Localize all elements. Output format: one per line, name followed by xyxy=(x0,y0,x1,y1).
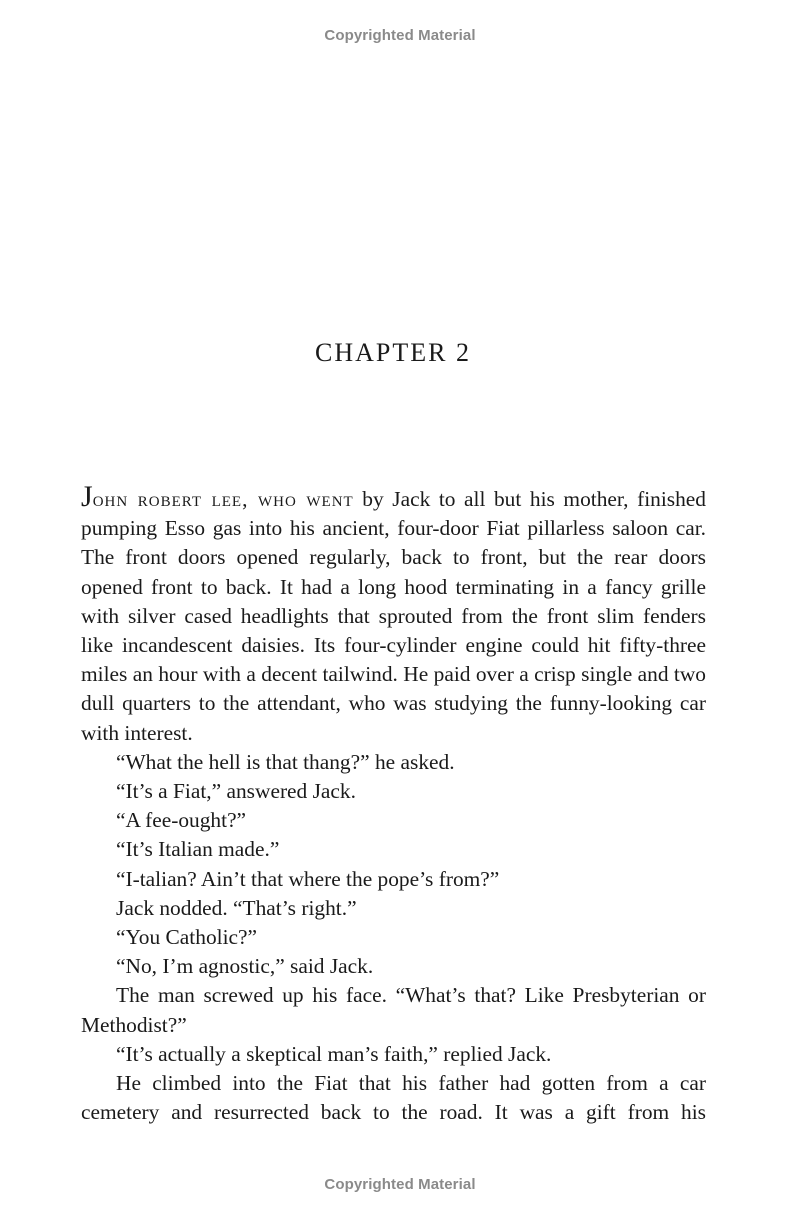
paragraph: The man screwed up his face. “What’s that? Like Presbyterian or Methodist?” xyxy=(81,983,706,1037)
drop-cap: J xyxy=(81,480,93,513)
paragraph: He climbed into the Fiat that his father had gotten from a car cemetery and resurrected back to the road. It was a gift from his xyxy=(81,1071,706,1125)
chapter-body xyxy=(81,482,706,1127)
paragraph: “You Catholic?” xyxy=(116,925,258,950)
opening-paragraph xyxy=(81,482,706,748)
copyright-watermark-top: Copyrighted Material xyxy=(324,27,476,44)
chapter-title: CHAPTER 2 xyxy=(315,338,471,367)
paragraph: “It’s a Fiat,” answered Jack. xyxy=(116,779,356,804)
paragraph: Jack nodded. “That’s right.” xyxy=(116,895,357,920)
opening-text: by Jack to all but his mother, finished pumping Esso gas into his ancient, four-door Fiat pillarless saloon car. The front doors opened regularly, back to front, but the rear doors opened front to back. It had a long hood terminating in a fancy grille with silver cased headlights that sprouted from the front slim fenders like incandescent daisies. Its four-cylinder engine could hit fifty-three miles an hour with a decent tailwind. He paid over a crisp single and two dull quarters to the attendant, who was studying the funny-looking car with interest. xyxy=(81,487,706,745)
opening-smallcaps: ohn robert lee, who went xyxy=(92,487,354,511)
copyright-watermark-bottom: Copyrighted Material xyxy=(324,1176,476,1193)
paragraph: “What the hell is that thang?” he asked. xyxy=(116,749,455,774)
paragraph: “No, I’m agnostic,” said Jack. xyxy=(116,954,374,979)
paragraph: “It’s Italian made.” xyxy=(116,837,280,862)
paragraph: “It’s actually a skeptical man’s faith,” replied Jack. xyxy=(116,1041,552,1066)
paragraph: “I-talian? Ain’t that where the pope’s from?” xyxy=(116,866,500,891)
paragraph: “A fee-ought?” xyxy=(116,808,247,833)
